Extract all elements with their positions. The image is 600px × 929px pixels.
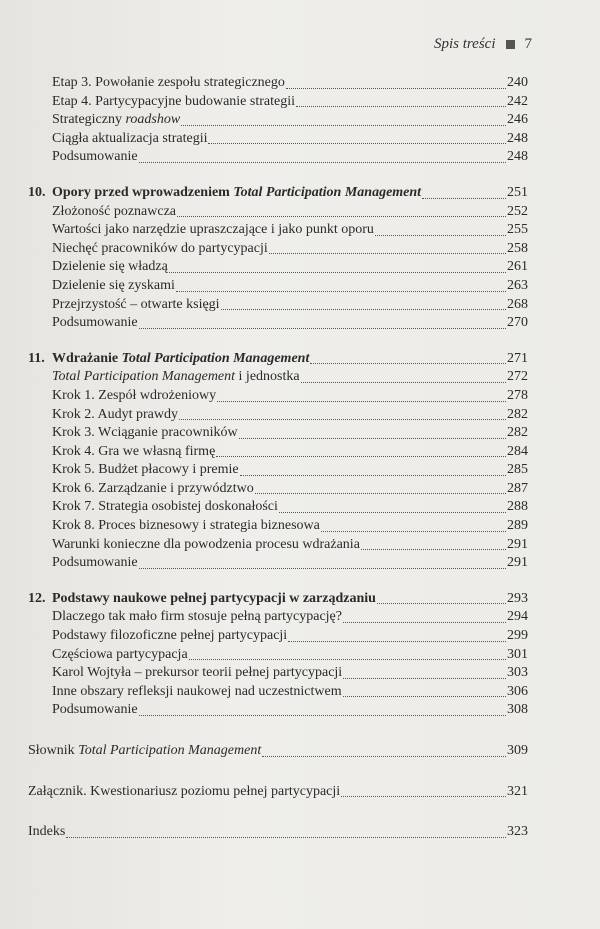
header-page-number: 7: [524, 36, 532, 52]
chapter-11-heading: 11. Wdrażanie Total Participation Management 271: [28, 350, 528, 366]
toc-entry: Krok 5. Budżet płacowy i premie 285: [52, 462, 528, 478]
toc-entry: Niechęć pracowników do partycypacji 258: [52, 240, 528, 256]
toc-entry: Przejrzystość – otwarte księgi 268: [52, 296, 528, 312]
toc-entry: Krok 7. Strategia osobistej doskonałości 288: [52, 499, 528, 515]
toc-entry: Złożoność poznawcza 252: [52, 203, 528, 219]
toc-entry: Podsumowanie 308: [52, 702, 528, 718]
toc-entry: Podstawy filozoficzne pełnej partycypacji 299: [52, 628, 528, 644]
toc-entry: Krok 4. Gra we własną firmę 284: [52, 443, 528, 459]
toc-entry-glossary: Słownik Total Participation Management 309: [28, 743, 528, 758]
toc-entry: Warunki konieczne dla powodzenia procesu wdrażania 291: [52, 536, 528, 552]
toc-entry: Krok 8. Proces biznesowy i strategia biznesowa 289: [52, 518, 528, 534]
header-title: Spis treści: [433, 36, 496, 52]
toc-entry: Dlaczego tak mało firm stosuje pełną partycypację? 294: [52, 609, 528, 625]
toc-entry: Strategiczny roadshow 246: [52, 112, 528, 128]
square-bullet-icon: [506, 40, 515, 49]
table-of-contents: [28, 74, 528, 842]
toc-entry-index: Indeks 323: [28, 824, 528, 840]
toc-entry: Etap 4. Partycypacyjne budowanie strategii 242: [52, 93, 528, 109]
toc-entry: Podsumowanie 248: [52, 149, 528, 165]
chapter-10-heading: 10. Opory przed wprowadzeniem Total Participation Management 251: [28, 184, 528, 200]
toc-entry: Krok 6. Zarządzanie i przywództwo 287: [52, 480, 528, 496]
toc-entry: Inne obszary refleksji naukowej nad uczestnictwem 306: [52, 683, 528, 699]
toc-entry: Podsumowanie 291: [52, 555, 528, 571]
toc-entry: Krok 3. Wciąganie pracowników 282: [52, 425, 528, 441]
toc-entry: Krok 2. Audyt prawdy 282: [52, 406, 528, 422]
toc-entry: Krok 1. Zespół wdrożeniowy 278: [52, 387, 528, 403]
toc-entry: Dzielenie się władzą 261: [52, 259, 528, 275]
toc-entry: Ciągła aktualizacja strategii 248: [52, 130, 528, 146]
toc-entry: Częściowa partycypacja 301: [52, 646, 528, 662]
chapter-12-heading: 12. Podstawy naukowe pełnej partycypacji w zarządzaniu 293: [28, 590, 528, 606]
toc-entry: Karol Wojtyła – prekursor teorii pełnej partycypacji 303: [52, 665, 528, 681]
toc-entry: Dzielenie się zyskami 263: [52, 277, 528, 293]
running-header: [434, 36, 532, 53]
toc-entry: Podsumowanie 270: [52, 315, 528, 331]
toc-entry: Wartości jako narzędzie upraszczające i jako punkt oporu 255: [52, 222, 528, 238]
toc-entry: Total Participation Management i jednostka 272: [52, 369, 528, 385]
toc-entry-appendix: Załącznik. Kwestionariusz poziomu pełnej partycypacji 321: [28, 783, 528, 799]
toc-entry: Etap 3. Powołanie zespołu strategicznego 240: [52, 75, 528, 90]
